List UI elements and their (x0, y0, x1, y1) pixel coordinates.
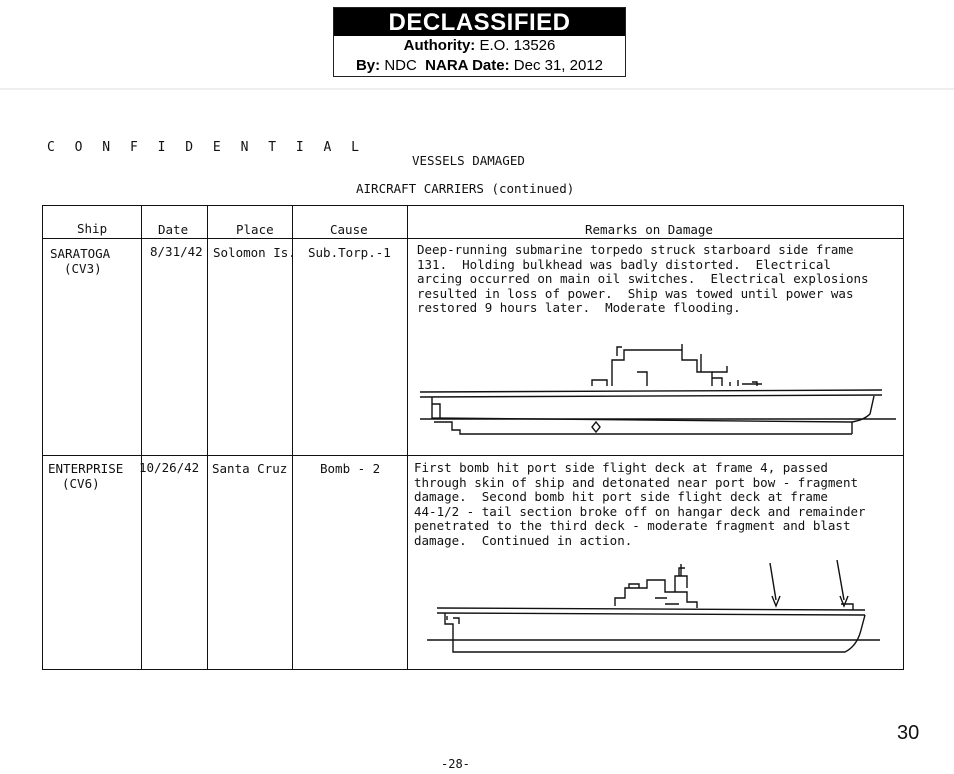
row2-remarks: First bomb hit port side flight deck at frame 4, passed through skin of ship and detonated near port bow - fragment damage. Second bomb hit port side flight deck at frame 44-1/2 - tail section broke off on hangar deck and remainder penetrated to the third deck - moderate fragment and blast damage. Continued in action. (414, 460, 866, 548)
classification-marking: C O N F I D E N T I A L (47, 140, 366, 155)
stamp-by-line (334, 56, 625, 76)
bottom-page-number: -28- (441, 757, 470, 771)
table-column-divider (141, 205, 142, 670)
row2-ship: ENTERPRISE (48, 461, 124, 476)
header-date: Date (158, 222, 189, 237)
row1-remarks: Deep-running submarine torpedo struck starboard side frame 131. Holding bulkhead was badly distorted. Electrical arcing occurred on main oil switches. Electrical explosions resulted in loss of power. Ship was towed until power was restored 9 hours later. Moderate flooding. (417, 242, 869, 315)
page-subtitle: AIRCRAFT CARRIERS (continued) (356, 181, 575, 196)
saratoga-profile-drawing (412, 342, 902, 442)
table-header-divider (42, 238, 904, 239)
row1-place: Solomon Is. (213, 245, 296, 260)
table-column-divider (292, 205, 293, 670)
stamp-authority (334, 36, 625, 56)
row1-cause: Sub.Torp.-1 (308, 245, 391, 260)
row2-hull: (CV6) (62, 476, 100, 491)
stamp-nara-value: Dec 31, 2012 (513, 57, 604, 74)
stamp-nara-label: NARA Date: (425, 57, 510, 74)
page-number: 30 (897, 722, 920, 744)
scan-divider (0, 88, 954, 90)
header-place: Place (236, 222, 274, 237)
declassified-stamp (333, 7, 626, 77)
row1-ship: SARATOGA (50, 246, 111, 261)
stamp-header: DECLASSIFIED (334, 8, 625, 36)
page-title: VESSELS DAMAGED (412, 153, 525, 168)
stamp-by-value: NDC (384, 57, 417, 74)
header-cause: Cause (330, 222, 368, 237)
table-row-divider (42, 455, 904, 456)
row1-hull: (CV3) (64, 261, 102, 276)
row2-cause: Bomb - 2 (320, 461, 381, 476)
stamp-authority-label: Authority: (403, 37, 476, 54)
table-column-divider (407, 205, 408, 670)
table-column-divider (207, 205, 208, 670)
row2-date: 10/26/42 (139, 460, 200, 475)
header-remarks: Remarks on Damage (585, 222, 713, 237)
row2-place: Santa Cruz (212, 461, 288, 476)
header-ship: Ship (77, 221, 108, 236)
enterprise-profile-drawing (425, 558, 885, 658)
stamp-by-label: By: (355, 57, 381, 74)
row1-date: 8/31/42 (150, 244, 203, 259)
stamp-authority-value: E.O. 13526 (479, 37, 556, 54)
